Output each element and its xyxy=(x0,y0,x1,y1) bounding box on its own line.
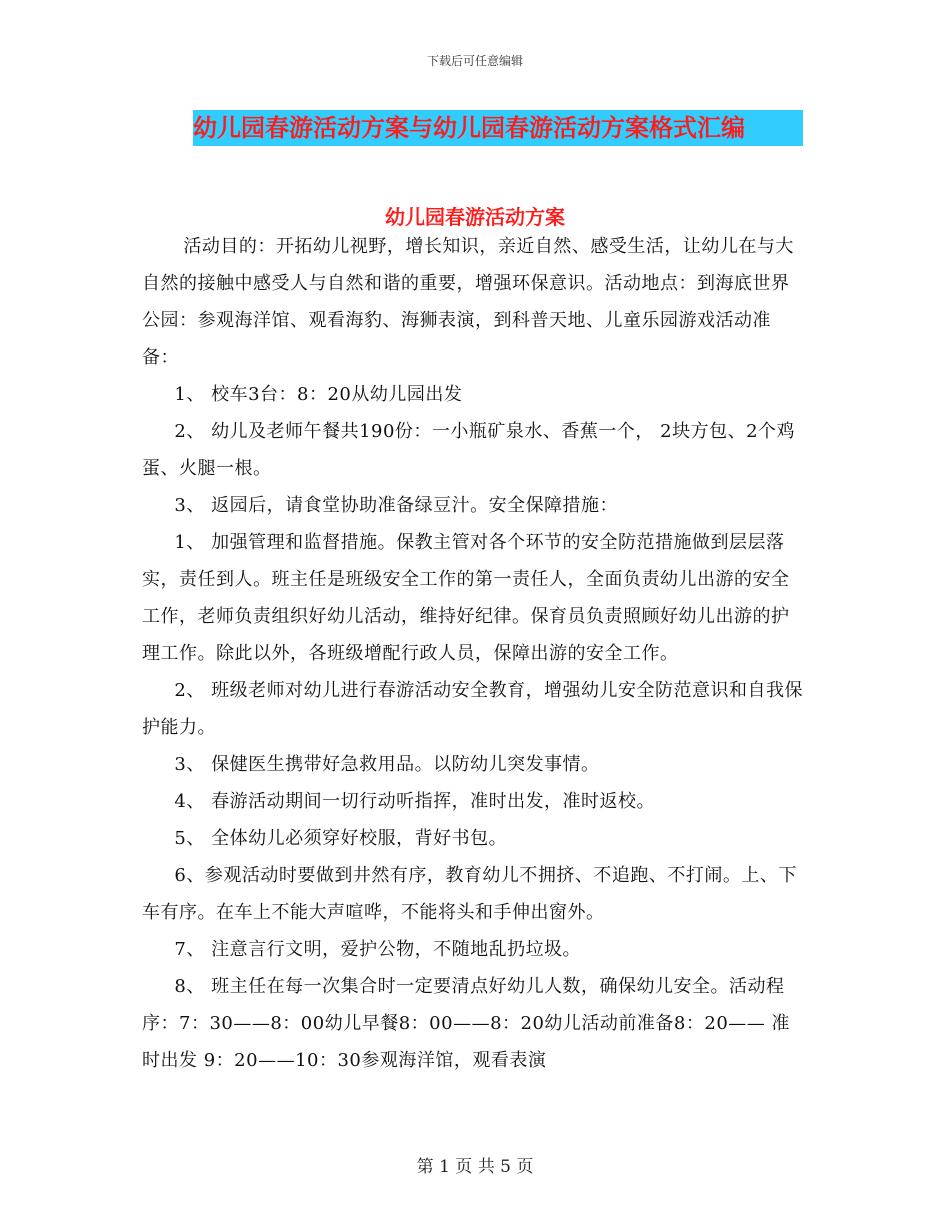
paragraph: 3、 保健医生携带好急救用品。以防幼儿突发事情。 xyxy=(174,754,600,775)
document-body xyxy=(142,228,806,1079)
paragraph: 6、参观活动时要做到井然有序，教育幼儿不拥挤、不追跑、不打闹。上、下车有序。在车上不能大声喧哗，不能将头和手伸出窗外。 xyxy=(142,865,797,923)
paragraph: 3、 返园后，请食堂协助准备绿豆汁。安全保障措施： xyxy=(174,495,619,516)
page-number: 第 1 页 共 5 页 xyxy=(416,1157,534,1177)
section-title: 幼儿园春游活动方案 xyxy=(385,205,565,229)
paragraph: 4、 春游活动期间一切行动听指挥，准时出发，准时返校。 xyxy=(174,791,656,812)
header-note: 下载后可任意编辑 xyxy=(426,54,523,68)
paragraph: 1、 加强管理和监督措施。保教主管对各个环节的安全防范措施做到层层落实，责任到人。班主任是班级安全工作的第一责任人，全面负责幼儿出游的安全工作，老师负责组织好幼儿活动，维持好纪律。保育员负责照顾好幼儿出游的护理工作。除此以外，各班级增配行政人员，保障出游的安全工作。 xyxy=(142,532,790,664)
paragraph: 2、 幼儿及老师午餐共190份：一小瓶矿泉水、香蕉一个， 2块方包、2个鸡蛋、火腿一根。 xyxy=(142,421,796,479)
paragraph: 5、 全体幼儿必须穿好校服，背好书包。 xyxy=(174,828,508,849)
paragraph: 活动目的：开拓幼儿视野，增长知识，亲近自然、感受生活，让幼儿在与大自然的接触中感受人与自然和谐的重要，增强环保意识。活动地点：到海底世界公园：参观海洋馆、观看海豹、海狮表演，到科普天地、儿童乐园游戏活动准备： xyxy=(142,236,794,368)
paragraph: 8、 班主任在每一次集合时一定要清点好幼儿人数，确保幼儿安全。活动程序：7：30——8：00幼儿早餐8：00——8：20幼儿活动前准备8：20—— 准时出发 9：20——10：30参观海洋馆，观看表演 xyxy=(142,976,791,1071)
paragraph: 2、 班级老师对幼儿进行春游活动安全教育，增强幼儿安全防范意识和自我保护能力。 xyxy=(142,680,804,738)
paragraph: 1、 校车3台：8：20从幼儿园出发 xyxy=(174,384,463,405)
paragraph: 7、 注意言行文明，爱护公物，不随地乱扔垃圾。 xyxy=(174,939,582,960)
document-title: 幼儿园春游活动方案与幼儿园春游活动方案格式汇编 xyxy=(193,110,803,146)
